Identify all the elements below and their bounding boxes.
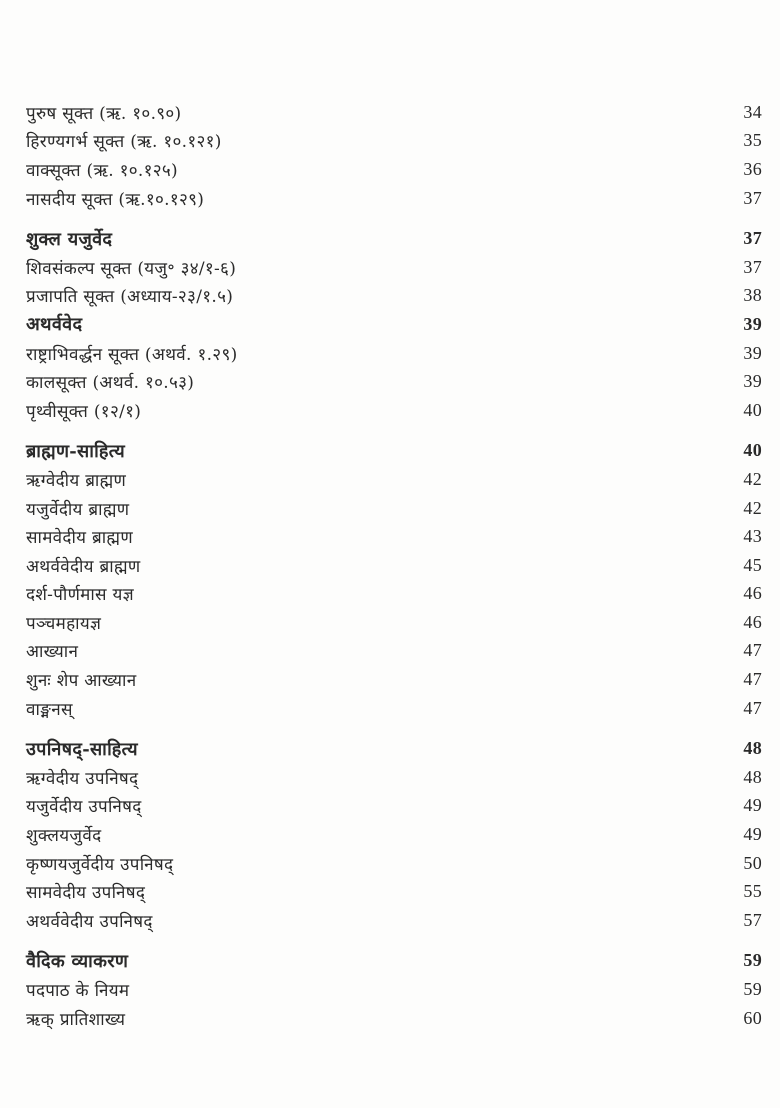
toc-entry-page-number: 37 [743,256,762,277]
toc-entry [26,877,762,906]
toc-entry-title: शुक्ल यजुर्वेद [26,228,113,250]
toc-entry-page-number: 55 [743,881,762,902]
toc-entry-page-number: 40 [743,440,762,461]
toc-entry [26,694,762,723]
toc-entry-title: वाङ्मनस् [26,699,73,720]
toc-entry-page-number: 42 [743,497,762,518]
toc-entry-page-number: 46 [743,583,762,604]
toc-entry-page-number: 49 [743,824,762,845]
toc-entry-title: हिरण्यगर्भ सूक्त (ऋ. १०.१२१) [26,132,222,153]
toc-entry-page-number: 36 [743,158,762,179]
toc-entry-title: ऋक् प्रातिशाख्य [26,1009,126,1030]
toc-entry [26,282,762,311]
toc-entry-title: यजुर्वेदीय उपनिषद् [26,797,142,818]
toc-entry-title: राष्ट्राभिवर्द्धन सूक्त (अथर्व. १.२९) [26,344,238,365]
toc-entry [26,975,762,1004]
toc-entry-page-number: 47 [743,669,762,690]
toc-entry-title: ब्राह्मण-साहित्य [26,440,125,462]
toc-entry-page-number: 50 [743,852,762,873]
toc-entry [26,339,762,368]
toc-section-heading [26,310,762,339]
toc-entry-page-number: 57 [743,909,762,930]
toc-entry-page-number: 34 [743,101,762,122]
toc-entry [26,522,762,551]
toc-entry-page-number: 37 [743,187,762,208]
toc-entry [26,367,762,396]
toc-entry [26,494,762,523]
toc-entry-title: पञ्चमहायज्ञ [26,613,102,634]
toc-entry [26,580,762,609]
toc-entry-page-number: 39 [743,371,762,392]
toc-entry [26,155,762,184]
toc-entry-title: पृथ्वीसूक्त (१२/१) [26,401,142,422]
toc-entry-title: नासदीय सूक्त (ऋ.१०.१२९) [26,189,205,210]
toc-entry [26,849,762,878]
toc-entry [26,820,762,849]
toc-entry-page-number: 59 [743,950,762,971]
toc-entry-page-number: 46 [743,611,762,632]
toc-entry-page-number: 47 [743,697,762,718]
toc-entry-title: वैदिक व्याकरण [26,950,129,972]
toc-entry-title: दर्श-पौर्णमास यज्ञ [26,585,134,606]
toc-entry-page-number: 48 [743,766,762,787]
toc-entry-title: सामवेदीय ब्राह्मण [26,528,133,549]
toc-entry-title: कालसूक्त (अथर्व. १०.५३) [26,373,195,394]
toc-entry [26,906,762,935]
toc-entry-page-number: 49 [743,795,762,816]
toc-entry-title: ऋग्वेदीय उपनिषद् [26,768,139,789]
toc-entry-page-number: 37 [743,228,762,249]
toc-entry [26,184,762,213]
toc-section-heading [26,734,762,763]
toc-entry-page-number: 60 [743,1007,762,1028]
toc-entry-title: वाक्सूक्त (ऋ. १०.१२५) [26,160,178,181]
toc-entry [26,465,762,494]
toc-entry [26,396,762,425]
toc-entry [26,551,762,580]
toc-entry-title: उपनिषद्-साहित्य [26,738,138,760]
toc-section-heading [26,437,762,466]
toc-entry [26,608,762,637]
toc-entry-page-number: 59 [743,979,762,1000]
toc-section-heading [26,947,762,976]
toc-entry-title: यजुर्वेदीय ब्राह्मण [26,499,130,520]
toc-section-heading [26,224,762,253]
toc-entry-page-number: 39 [743,313,762,334]
toc-entry [26,1004,762,1033]
toc-entry-page-number: 48 [743,738,762,759]
toc-entry-page-number: 45 [743,554,762,575]
toc-entry-page-number: 38 [743,285,762,306]
toc-entry [26,98,762,127]
toc-entry-title: पुरुष सूक्त (ऋ. १०.९०) [26,103,182,124]
toc-entry [26,792,762,821]
toc-entry-page-number: 43 [743,526,762,547]
toc-entry-title: प्रजापति सूक्त (अध्याय-२३/१.५) [26,287,234,308]
toc-entry [26,665,762,694]
toc-entry [26,637,762,666]
table-of-contents [26,98,762,1032]
toc-entry-page-number: 39 [743,342,762,363]
toc-entry [26,763,762,792]
toc-entry [26,127,762,156]
toc-entry-title: अथर्ववेद [26,314,83,336]
toc-entry-title: सामवेदीय उपनिषद् [26,883,146,904]
toc-entry-title: पदपाठ के नियम [26,981,130,1002]
toc-entry-title: अथर्ववेदीय ब्राह्मण [26,556,141,577]
toc-entry-title: शुक्लयजुर्वेद [26,826,102,847]
toc-entry-title: ऋग्वेदीय ब्राह्मण [26,470,127,491]
toc-entry-title: आख्यान [26,642,79,663]
toc-entry-title: अथर्ववेदीय उपनिषद् [26,911,153,932]
toc-entry-title: शिवसंकल्प सूक्त (यजु॰ ३४/१-६) [26,258,237,279]
toc-entry-title: शुनः शेप आख्यान [26,671,137,692]
toc-entry-page-number: 40 [743,399,762,420]
toc-entry-title: कृष्णयजुर्वेदीय उपनिषद् [26,854,174,875]
toc-entry [26,253,762,282]
toc-entry-page-number: 35 [743,130,762,151]
toc-entry-page-number: 47 [743,640,762,661]
toc-entry-page-number: 42 [743,468,762,489]
